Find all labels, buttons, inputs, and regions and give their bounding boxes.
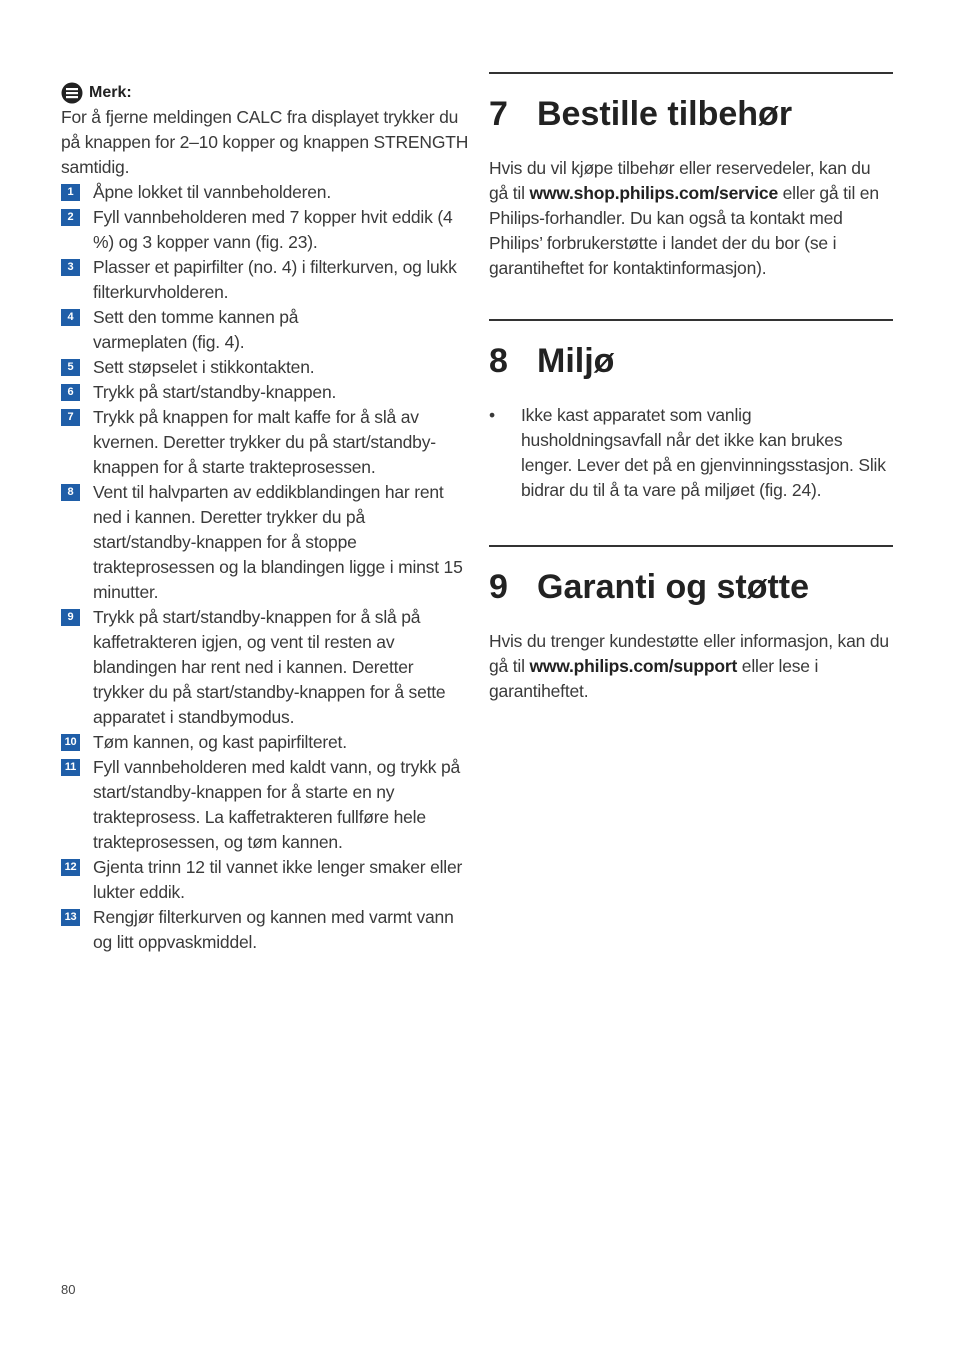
section-8-heading: [489, 341, 893, 381]
list-item: [61, 255, 471, 305]
step-text: Fyll vannbeholderen med kaldt vann, og trykk på start/standby-knappen for å starte en ny trakteprosess. La kaffetrakteren fullføre hele trakteprosessen, og tøm kannen.: [93, 757, 461, 852]
list-item: [61, 355, 471, 380]
list-item: [61, 305, 471, 355]
step-number: 5: [61, 359, 80, 376]
step-number: 13: [61, 909, 80, 926]
step-text: Åpne lokket til vannbeholderen.: [93, 182, 331, 202]
section-title: Garanti og støtte: [537, 568, 810, 606]
step-text: Rengjør filterkurven og kannen med varmt vann og litt oppvaskmiddel.: [93, 907, 454, 952]
step-number: 6: [61, 384, 80, 401]
step-number: 10: [61, 734, 80, 751]
step-number: 8: [61, 484, 80, 501]
step-text: Trykk på start/standby-knappen for å slå på kaffetrakteren igjen, og vent til resten av blandingen har rent ned i kannen. Deretter trykker du på start/standby-knappen for å sette apparatet i standbymodus.: [93, 607, 446, 727]
list-item: [61, 180, 471, 205]
list-item: [61, 380, 471, 405]
section-title: Miljø: [537, 342, 615, 380]
step-text: Tøm kannen, og kast papirfilteret.: [93, 732, 347, 752]
section-title: Bestille tilbehør: [537, 95, 793, 133]
text-part: eller lese i garantiheftet.: [489, 656, 819, 701]
step-text: Trykk på start/standby-knappen.: [93, 382, 337, 402]
step-number: 12: [61, 859, 80, 876]
bullet-item: • Ikke kast apparatet som vanlig husholdningsavfall når det ikke kan brukes lenger. Lever det på en gjenvinningsstasjon. Slik bidrar du til å ta vare på miljøet (fig. 24).: [489, 403, 893, 503]
left-column: [61, 80, 471, 955]
step-text: Plasser et papirfilter (no. 4) i filterkurven, og lukk filterkurvholderen.: [93, 257, 457, 302]
section-7-heading: [489, 94, 893, 134]
step-text: Sett den tomme kannen på varmeplaten (fig. 4).: [93, 307, 299, 352]
step-number: 3: [61, 259, 80, 276]
section-divider: [489, 545, 893, 547]
list-item: [61, 730, 471, 755]
list-item: [61, 605, 471, 730]
steps-list: [61, 180, 471, 955]
step-number: 4: [61, 309, 80, 326]
section-divider: [489, 319, 893, 321]
text-part: eller gå til en Philips-forhandler. Du kan også ta kontakt med Philips’ forbrukerstøtte i landet der du bor (se i garantiheftet for kontaktinformasjon).: [489, 183, 879, 278]
step-number: 7: [61, 409, 80, 426]
note-label: Merk:: [89, 83, 132, 101]
step-number: 2: [61, 209, 80, 226]
list-item: [61, 905, 471, 955]
step-number: 11: [61, 759, 80, 776]
section-number: 9: [489, 568, 508, 606]
note-header: [61, 80, 471, 105]
note-text: For å fjerne meldingen CALC fra displayet trykker du på knappen for 2–10 kopper og knappen STRENGTH samtidig.: [61, 107, 469, 177]
support-link[interactable]: www.philips.com/support: [529, 656, 738, 676]
section-divider: [489, 72, 893, 74]
text-part: Hvis du trenger kundestøtte eller informasjon, kan du gå til: [489, 631, 889, 676]
note-icon: [61, 82, 83, 104]
list-item: [61, 480, 471, 605]
step-text: Trykk på knappen for malt kaffe for å slå av kvernen. Deretter trykker du på start/standby-knappen for å starte trakteprosessen.: [93, 407, 436, 477]
step-text: Sett støpselet i stikkontakten.: [93, 357, 315, 377]
right-column: [489, 72, 893, 704]
step-number: 9: [61, 609, 80, 626]
list-item: [61, 855, 471, 905]
section-9-heading: [489, 567, 893, 607]
step-text: Vent til halvparten av eddikblandingen har rent ned i kannen. Deretter trykker du på start/standby-knappen for å stoppe trakteprosessen og la blandingen ligge i minst 15 minutter.: [93, 482, 463, 602]
step-text: Gjenta trinn 12 til vannet ikke lenger smaker eller lukter eddik.: [93, 857, 463, 902]
shop-link[interactable]: www.shop.philips.com/service: [529, 183, 778, 203]
section-7-text: [489, 156, 893, 281]
text-part: Hvis du vil kjøpe tilbehør eller reservedeler, kan du gå til: [489, 158, 871, 203]
list-item: [61, 405, 471, 480]
section-9-text: [489, 629, 893, 704]
page-number: 80: [61, 1282, 76, 1297]
list-item: [61, 755, 471, 855]
section-number: 8: [489, 342, 508, 380]
section-number: 7: [489, 95, 508, 133]
step-text: Fyll vannbeholderen med 7 kopper hvit eddik (4 %) og 3 kopper vann (fig. 23).: [93, 207, 453, 252]
list-item: [61, 205, 471, 255]
step-number: 1: [61, 184, 80, 201]
